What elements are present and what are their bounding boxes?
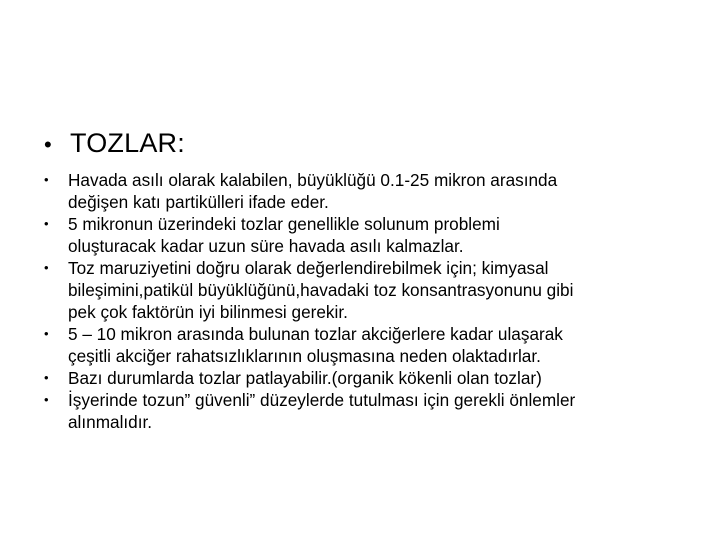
list-item bbox=[44, 257, 684, 323]
list-item bbox=[44, 169, 684, 213]
list-bullet: • bbox=[44, 370, 49, 385]
list-item-text: İşyerinde tozun” güvenli” düzeylerde tutulması için gerekli önlemler alınmalıdır. bbox=[68, 390, 576, 432]
heading-bullet: • bbox=[44, 132, 52, 157]
bullet-list bbox=[44, 169, 684, 433]
list-bullet: • bbox=[44, 326, 49, 341]
list-item-text: 5 – 10 mikron arasında bulunan tozlar akciğerlere kadar ulaşarak çeşitli akciğer rahatsızlıklarının oluşmasına neden olaktadırlar. bbox=[68, 324, 563, 366]
list-bullet: • bbox=[44, 216, 49, 231]
list-item bbox=[44, 389, 684, 433]
list-item bbox=[44, 323, 684, 367]
list-item bbox=[44, 367, 684, 389]
list-item-text: Havada asılı olarak kalabilen, büyüklüğü 0.1-25 mikron arasında değişen katı partikülleri ifade eder. bbox=[68, 170, 558, 212]
heading-title: TOZLAR: bbox=[70, 128, 185, 158]
list-item bbox=[44, 213, 684, 257]
slide-heading bbox=[44, 128, 185, 159]
list-bullet: • bbox=[44, 172, 49, 187]
list-bullet: • bbox=[44, 392, 49, 407]
list-item-text: Toz maruziyetini doğru olarak değerlendirebilmek için; kimyasal bileşimini,patikül büyüklüğünü,havadaki toz konsantrasyonunu gibi pek çok faktörün iyi bilinmesi gerekir. bbox=[68, 258, 574, 322]
list-item-text: Bazı durumlarda tozlar patlayabilir.(organik kökenli olan tozlar) bbox=[68, 368, 542, 388]
list-item-text: 5 mikronun üzerindeki tozlar genellikle solunum problemi oluşturacak kadar uzun süre havada asılı kalmazlar. bbox=[68, 214, 500, 256]
list-bullet: • bbox=[44, 260, 49, 275]
